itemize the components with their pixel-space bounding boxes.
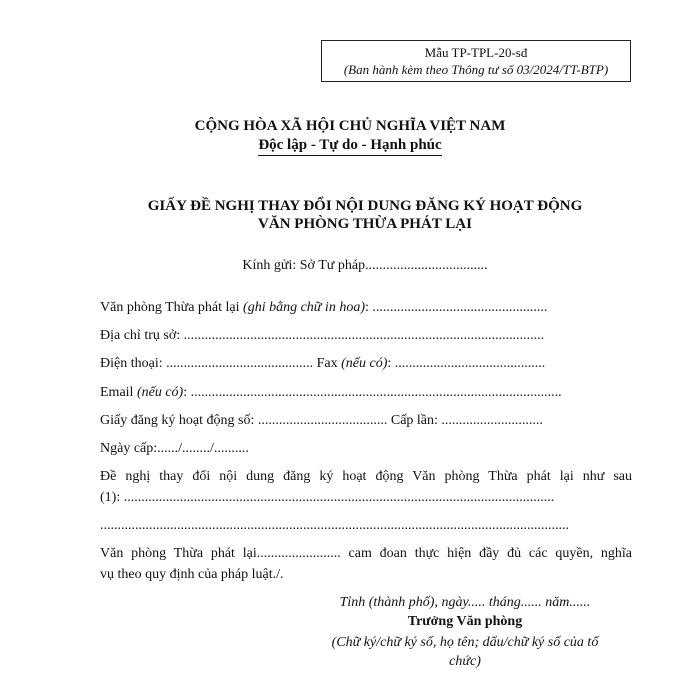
request-line1: Đề nghị thay đổi nội dung đăng ký hoạt động Văn phòng Thừa phát lại như sau xyxy=(100,469,632,484)
nation-name: CỘNG HÒA XÃ HỘI CHỦ NGHĨA VIỆT NAM xyxy=(194,118,506,134)
fax-blank: : ........................................... xyxy=(387,356,546,371)
signature-role: Trưởng Văn phòng xyxy=(407,614,523,629)
signature-note-line1: (Chữ ký/chữ ký số, họ tên; dấu/chữ ký số của tổ xyxy=(331,635,599,650)
document-title-line2: VĂN PHÒNG THỪA PHÁT LẠI xyxy=(258,216,472,232)
office-name-blank: : .................................................. xyxy=(364,300,548,315)
commitment-line1: Văn phòng Thừa phát lại........................ cam đoan thực hiện đầy đủ các quyền, nghĩa xyxy=(100,546,632,561)
registration-field: Giấy đăng ký hoạt động số: ..................................... Cấp lần: ............................. xyxy=(100,413,543,428)
motto-container xyxy=(0,136,700,156)
phone-label: Điện thoại: .......................................... Fax xyxy=(100,356,342,371)
email-field xyxy=(100,384,632,402)
address-field: Địa chỉ trụ sở: ....................................................................................................... xyxy=(100,328,545,343)
phone-fax-field xyxy=(100,355,632,373)
commitment-line2: vụ theo quy định của pháp luật./. xyxy=(100,567,284,582)
signature-place-date: Tỉnh (thành phố), ngày..... tháng...... năm...... xyxy=(339,595,591,610)
email-label: Email xyxy=(100,385,137,400)
email-blank: : .......................................................................................................... xyxy=(183,385,562,400)
form-code: Mẫu TP-TPL-20-sđ xyxy=(424,45,528,60)
office-name-note: (ghi bằng chữ in hoa) xyxy=(243,300,365,315)
fax-note: (nếu có) xyxy=(341,356,388,371)
motto: Độc lập - Tự do - Hạnh phúc xyxy=(258,136,441,156)
request-line2: (1): ........................................................................................................................... xyxy=(100,490,555,505)
form-code-box xyxy=(321,40,631,82)
signature-note-line2: chức) xyxy=(449,654,481,669)
office-name-label: Văn phòng Thừa phát lại xyxy=(100,300,244,315)
request-line3: ...................................................................................................................................... xyxy=(100,518,569,533)
issue-date-field: Ngày cấp:....../......../.......... xyxy=(100,441,249,456)
recipient-line: Kính gửi: Sở Tư pháp................................... xyxy=(242,258,488,273)
office-name-field xyxy=(100,299,632,317)
document-title-line1: GIẤY ĐỀ NGHỊ THAY ĐỔI NỘI DUNG ĐĂNG KÝ HOẠT ĐỘNG xyxy=(147,198,583,214)
form-issuance-note: (Ban hành kèm theo Thông tư số 03/2024/TT-BTP) xyxy=(343,62,609,77)
email-note: (nếu có) xyxy=(136,385,184,400)
